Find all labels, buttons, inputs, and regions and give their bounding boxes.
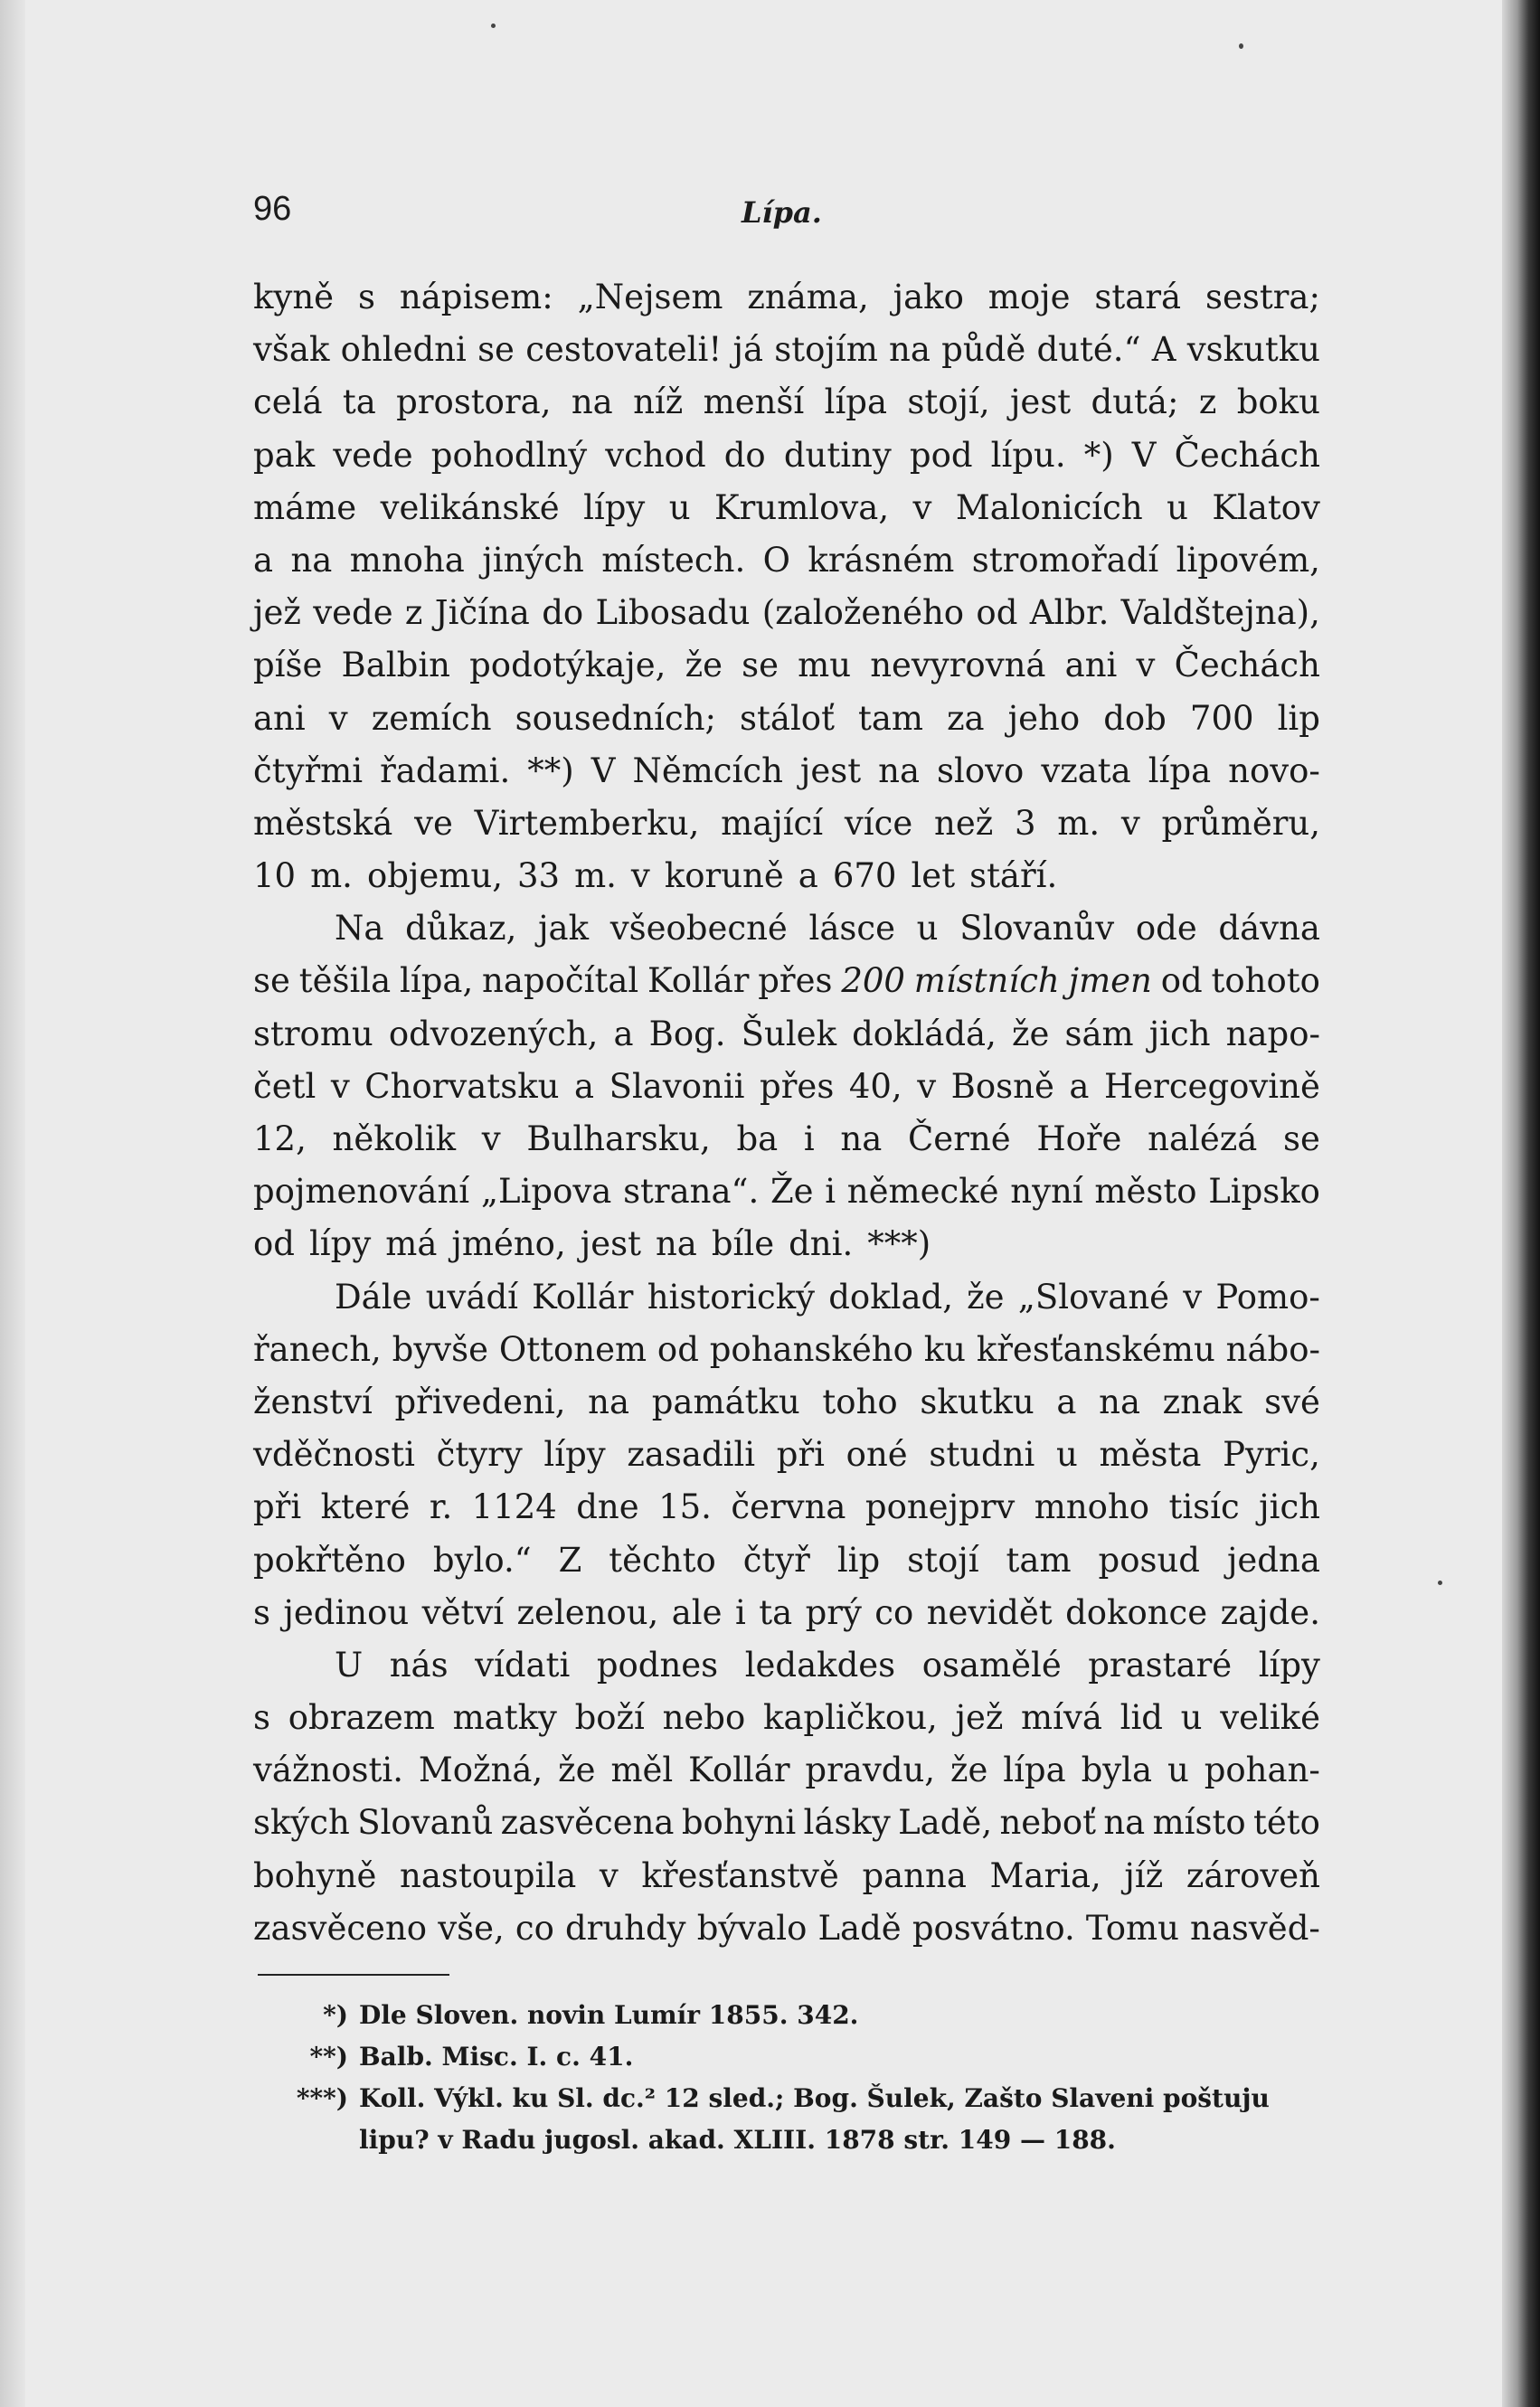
footnote-mark	[253, 2119, 359, 2161]
text-line: Dále uvádí Kollár historický doklad, že „Slované v Pomo-	[335, 1277, 1320, 1317]
scan-left-edge	[0, 0, 25, 2407]
text-line: stromu odvozených, a Bog. Šulek dokládá, že sám jich napo-	[253, 1014, 1320, 1053]
running-title: Lípa.	[742, 195, 822, 230]
text-line: čtyřmi řadami. **) V Němcích jest na slovo vzata lípa novo-	[253, 750, 1320, 790]
body-text	[253, 271, 1320, 1955]
footnote-text: lipu? v Radu jugosl. akad. XLIII. 1878 str. 149 — 188.	[359, 2125, 1116, 2155]
text-line: píše Balbin podotýkaje, že se mu nevyrovná ani v Čechách	[253, 646, 1320, 685]
text-line: vděčnosti čtyry lípy zasadili při oné studni u města Pyric,	[253, 1435, 1320, 1475]
footnotes	[253, 1995, 1320, 2161]
scan-speck	[491, 24, 496, 28]
text-line: máme velikánské lípy u Krumlova, v Malonicích u Klatov	[253, 487, 1320, 527]
footnote	[253, 1995, 1320, 2036]
footnote-mark: **)	[309, 2042, 348, 2072]
page-number: 96	[253, 190, 292, 228]
text-line: pojmenování „Lipova strana“. Že i německé nyní město Lipsko	[253, 1172, 1320, 1212]
text-line: pokřtěno bylo.“ Z těchto čtyř lip stojí tam posud jedna	[253, 1540, 1320, 1580]
text-line: celá ta prostora, na níž menší lípa stojí, jest dutá; z boku	[253, 382, 1320, 422]
text-line: řanech, byvše Ottonem od pohanského ku křesťanskému nábo-	[253, 1329, 1320, 1369]
text-line: jež vede z Jičína do Libosadu (založeného od Albr. Valdštejna),	[253, 593, 1320, 633]
text-line: pak vede pohodlný vchod do dutiny pod lípu. *) V Čechách	[253, 435, 1320, 475]
footnote-mark: ***)	[296, 2083, 348, 2113]
text-line: vážnosti. Možná, že měl Kollár pravdu, že lípa byla u pohan-	[253, 1751, 1320, 1790]
scan-right-edge	[1502, 0, 1540, 2407]
text-line: kyně s nápisem: „Nejsem známa, jako moje stará sestra;	[253, 278, 1320, 316]
footnote-text: Balb. Misc. I. c. 41.	[359, 2042, 634, 2072]
footnote-text: Dle Sloven. novin Lumír 1855. 342.	[359, 2000, 859, 2030]
text-line: bohyně nastoupila v křesťanstvě panna Maria, jíž zároveň	[253, 1855, 1320, 1895]
text-line: U nás vídati podnes ledakdes osamělé prastaré lípy	[335, 1645, 1320, 1685]
scan-speck	[1438, 1581, 1442, 1585]
text-line: s obrazem matky boží nebo kapličkou, jež mívá lid u veliké	[253, 1698, 1320, 1738]
text-line: zasvěceno vše, co druhdy bývalo Ladě posvátno. Tomu nasvěd-	[253, 1908, 1320, 1948]
text-line: ženství přivedeni, na památku toho skutku a na znak své	[253, 1382, 1320, 1421]
scan-speck	[1239, 43, 1243, 49]
text-line: městská ve Virtemberku, mající více než 3 m. v průměru,	[253, 803, 1320, 843]
footnote-mark: *)	[323, 2000, 348, 2030]
text-line: a na mnoha jiných místech. O krásném stromořadí lipovém,	[253, 540, 1320, 580]
text-line: 10 m. objemu, 33 m. v koruně a 670 let stáří.	[253, 856, 1058, 896]
page-header	[253, 190, 1320, 244]
text-line: četl v Chorvatsku a Slavonii přes 40, v Bosně a Hercegovině	[253, 1066, 1320, 1106]
footnote-divider	[258, 1974, 449, 1976]
footnote-text: Koll. Výkl. ku Sl. dc.² 12 sled.; Bog. Šulek, Zašto Slaveni poštuju	[359, 2083, 1270, 2113]
text-line: 12, několik v Bulharsku, ba i na Černé Hoře nalézá se	[253, 1119, 1320, 1158]
text-line: však ohledni se cestovateli! já stojím na půdě duté.“ A vskutku	[253, 330, 1320, 370]
footnote	[253, 2078, 1320, 2119]
footnote	[253, 2119, 1320, 2161]
text-line: ani v zemích sousedních; stáloť tam za jeho dob 700 lip	[253, 698, 1320, 738]
text-line: při které r. 1124 dne 15. června ponejprv mnoho tisíc jich	[253, 1487, 1320, 1527]
text-line: od lípy má jméno, jest na bíle dni. ***)	[253, 1224, 931, 1264]
footnote	[253, 2036, 1320, 2078]
text-line: ských Slovanů zasvěcena bohyni lásky Ladě, neboť na místo této	[253, 1803, 1320, 1843]
text-line: Na důkaz, jak všeobecné lásce u Slovanův ode dávna	[335, 909, 1320, 949]
text-line: s jedinou větví zelenou, ale i ta prý co nevidět dokonce zajde.	[253, 1592, 1320, 1632]
text-line: se těšila lípa, napočítal Kollár přes 200 místních jmen od tohoto	[253, 961, 1320, 1001]
